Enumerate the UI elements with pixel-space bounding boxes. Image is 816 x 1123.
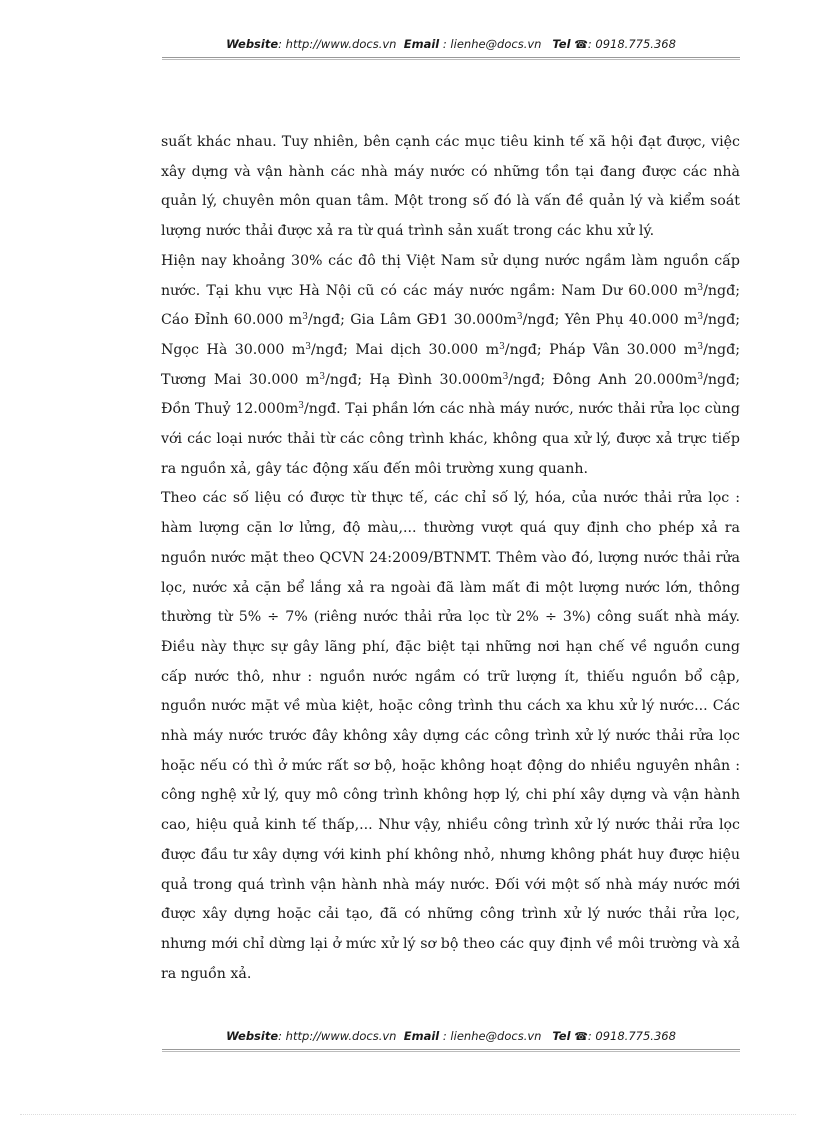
header-tel-value: : 0918.775.368: [587, 37, 676, 51]
paragraph-1: suất khác nhau. Tuy nhiên, bên cạnh các mục tiêu kinh tế xã hội đạt được, việc xây dựng và vận hành các nhà máy nước có những tồn tại đang được các nhà quản lý, chuyên môn quan tâm. Một trong số đó là vấn đề quản lý và kiểm soát lượng nước thải được xả ra từ quá trình sản xuất trong các khu xử lý.: [161, 134, 740, 240]
page-bottom-dotted-line: [20, 1114, 796, 1115]
page-footer: [162, 1028, 740, 1050]
footer-rule-secondary: [162, 1051, 740, 1052]
phone-icon: ☎: [574, 1030, 588, 1043]
document-body: [161, 128, 740, 989]
footer-email-value: : lienhe@docs.vn: [439, 1029, 542, 1043]
page-header: [162, 36, 740, 58]
footer-tel-value: : 0918.775.368: [587, 1029, 676, 1043]
footer-tel-label: Tel: [552, 1029, 571, 1043]
header-email-label: Email: [403, 37, 440, 51]
header-website-label: Website: [226, 37, 279, 51]
footer-website-value: : http://www.docs.vn: [278, 1029, 397, 1043]
footer-rule: [162, 1049, 740, 1050]
phone-icon: ☎: [574, 38, 588, 51]
header-email-value: : lienhe@docs.vn: [439, 37, 542, 51]
header-rule-secondary: [162, 59, 740, 60]
header-tel-label: Tel: [552, 37, 571, 51]
paragraph-3: Theo các số liệu có được từ thực tế, các chỉ số lý, hóa, của nước thải rửa lọc : hàm lượng cặn lơ lửng, độ màu,... thường vượt quá quy định cho phép xả ra nguồn nước mặt theo QCVN 24:2009/BTNMT. Thêm vào đó, lượng nước thải rửa lọc, nước xả cặn bể lắng xả ra ngoài đã làm mất đi một lượng nước lớn, thông thường từ 5% ÷ 7% (riêng nước thải rửa lọc từ 2% ÷ 3%) công suất nhà máy. Điều này thực sự gây lãng phí, đặc biệt tại những nơi hạn chế về nguồn cung cấp nước thô, như : nguồn nước ngầm có trữ lượng ít, thiếu nguồn bổ cập, nguồn nước mặt về mùa kiệt, hoặc công trình thu cách xa khu xử lý nước... Các nhà máy nước trước đây không xây dựng các công trình xử lý nước thải rửa lọc hoặc nếu có thì ở mức rất sơ bộ, hoặc không hoạt động do nhiều nguyên nhân : công nghệ xử lý, quy mô công trình không hợp lý, chi phí xây dựng và vận hành cao, hiệu quả kinh tế thấp,... Như vậy, nhiều công trình xử lý nước thải rửa lọc được đầu tư xây dựng với kinh phí không nhỏ, nhưng không phát huy được hiệu quả trong quá trình vận hành nhà máy nước. Đối với một số nhà máy nước mới được xây dựng hoặc cải tạo, đã có những công trình xử lý nước thải rửa lọc, nhưng mới chỉ dừng lại ở mức xử lý sơ bộ theo các quy định về môi trường và xả ra nguồn xả.: [161, 490, 740, 982]
header-website-value: : http://www.docs.vn: [278, 37, 397, 51]
paragraph-2: Hiện nay khoảng 30% các đô thị Việt Nam sử dụng nước ngầm làm nguồn cấp nước. Tại khu vực Hà Nội cũ có các máy nước ngầm: Nam Dư 60.000 $m^3$/ngđ; Cáo Đỉnh 60.000 $m^3$/ngđ; Gia Lâm GĐ1 $30.000m^3$/ngđ; Yên Phụ 40.000 $m^3$/ngđ; Ngọc Hà 30.000 $m^3$/ngđ; Mai dịch 30.000 $m^3$/ngđ; Pháp Vân 30.000 $m^3$/ngđ; Tương Mai 30.000 $m^3$/ngđ; Hạ Đình $30.000m^3$/ngđ; Đông Anh $20.000m^3$/ngđ; Đồn Thuỷ $12.000m^3$/ngđ. Tại phần lớn các nhà máy nước, nước thải rửa lọc cùng với các loại nước thải từ các công trình khác, không qua xử lý, được xả trực tiếp ra nguồn xả, gây tác động xấu đến môi trường xung quanh.: [161, 252, 741, 477]
header-rule: [162, 57, 740, 58]
footer-email-label: Email: [403, 1029, 440, 1043]
footer-website-label: Website: [226, 1029, 279, 1043]
